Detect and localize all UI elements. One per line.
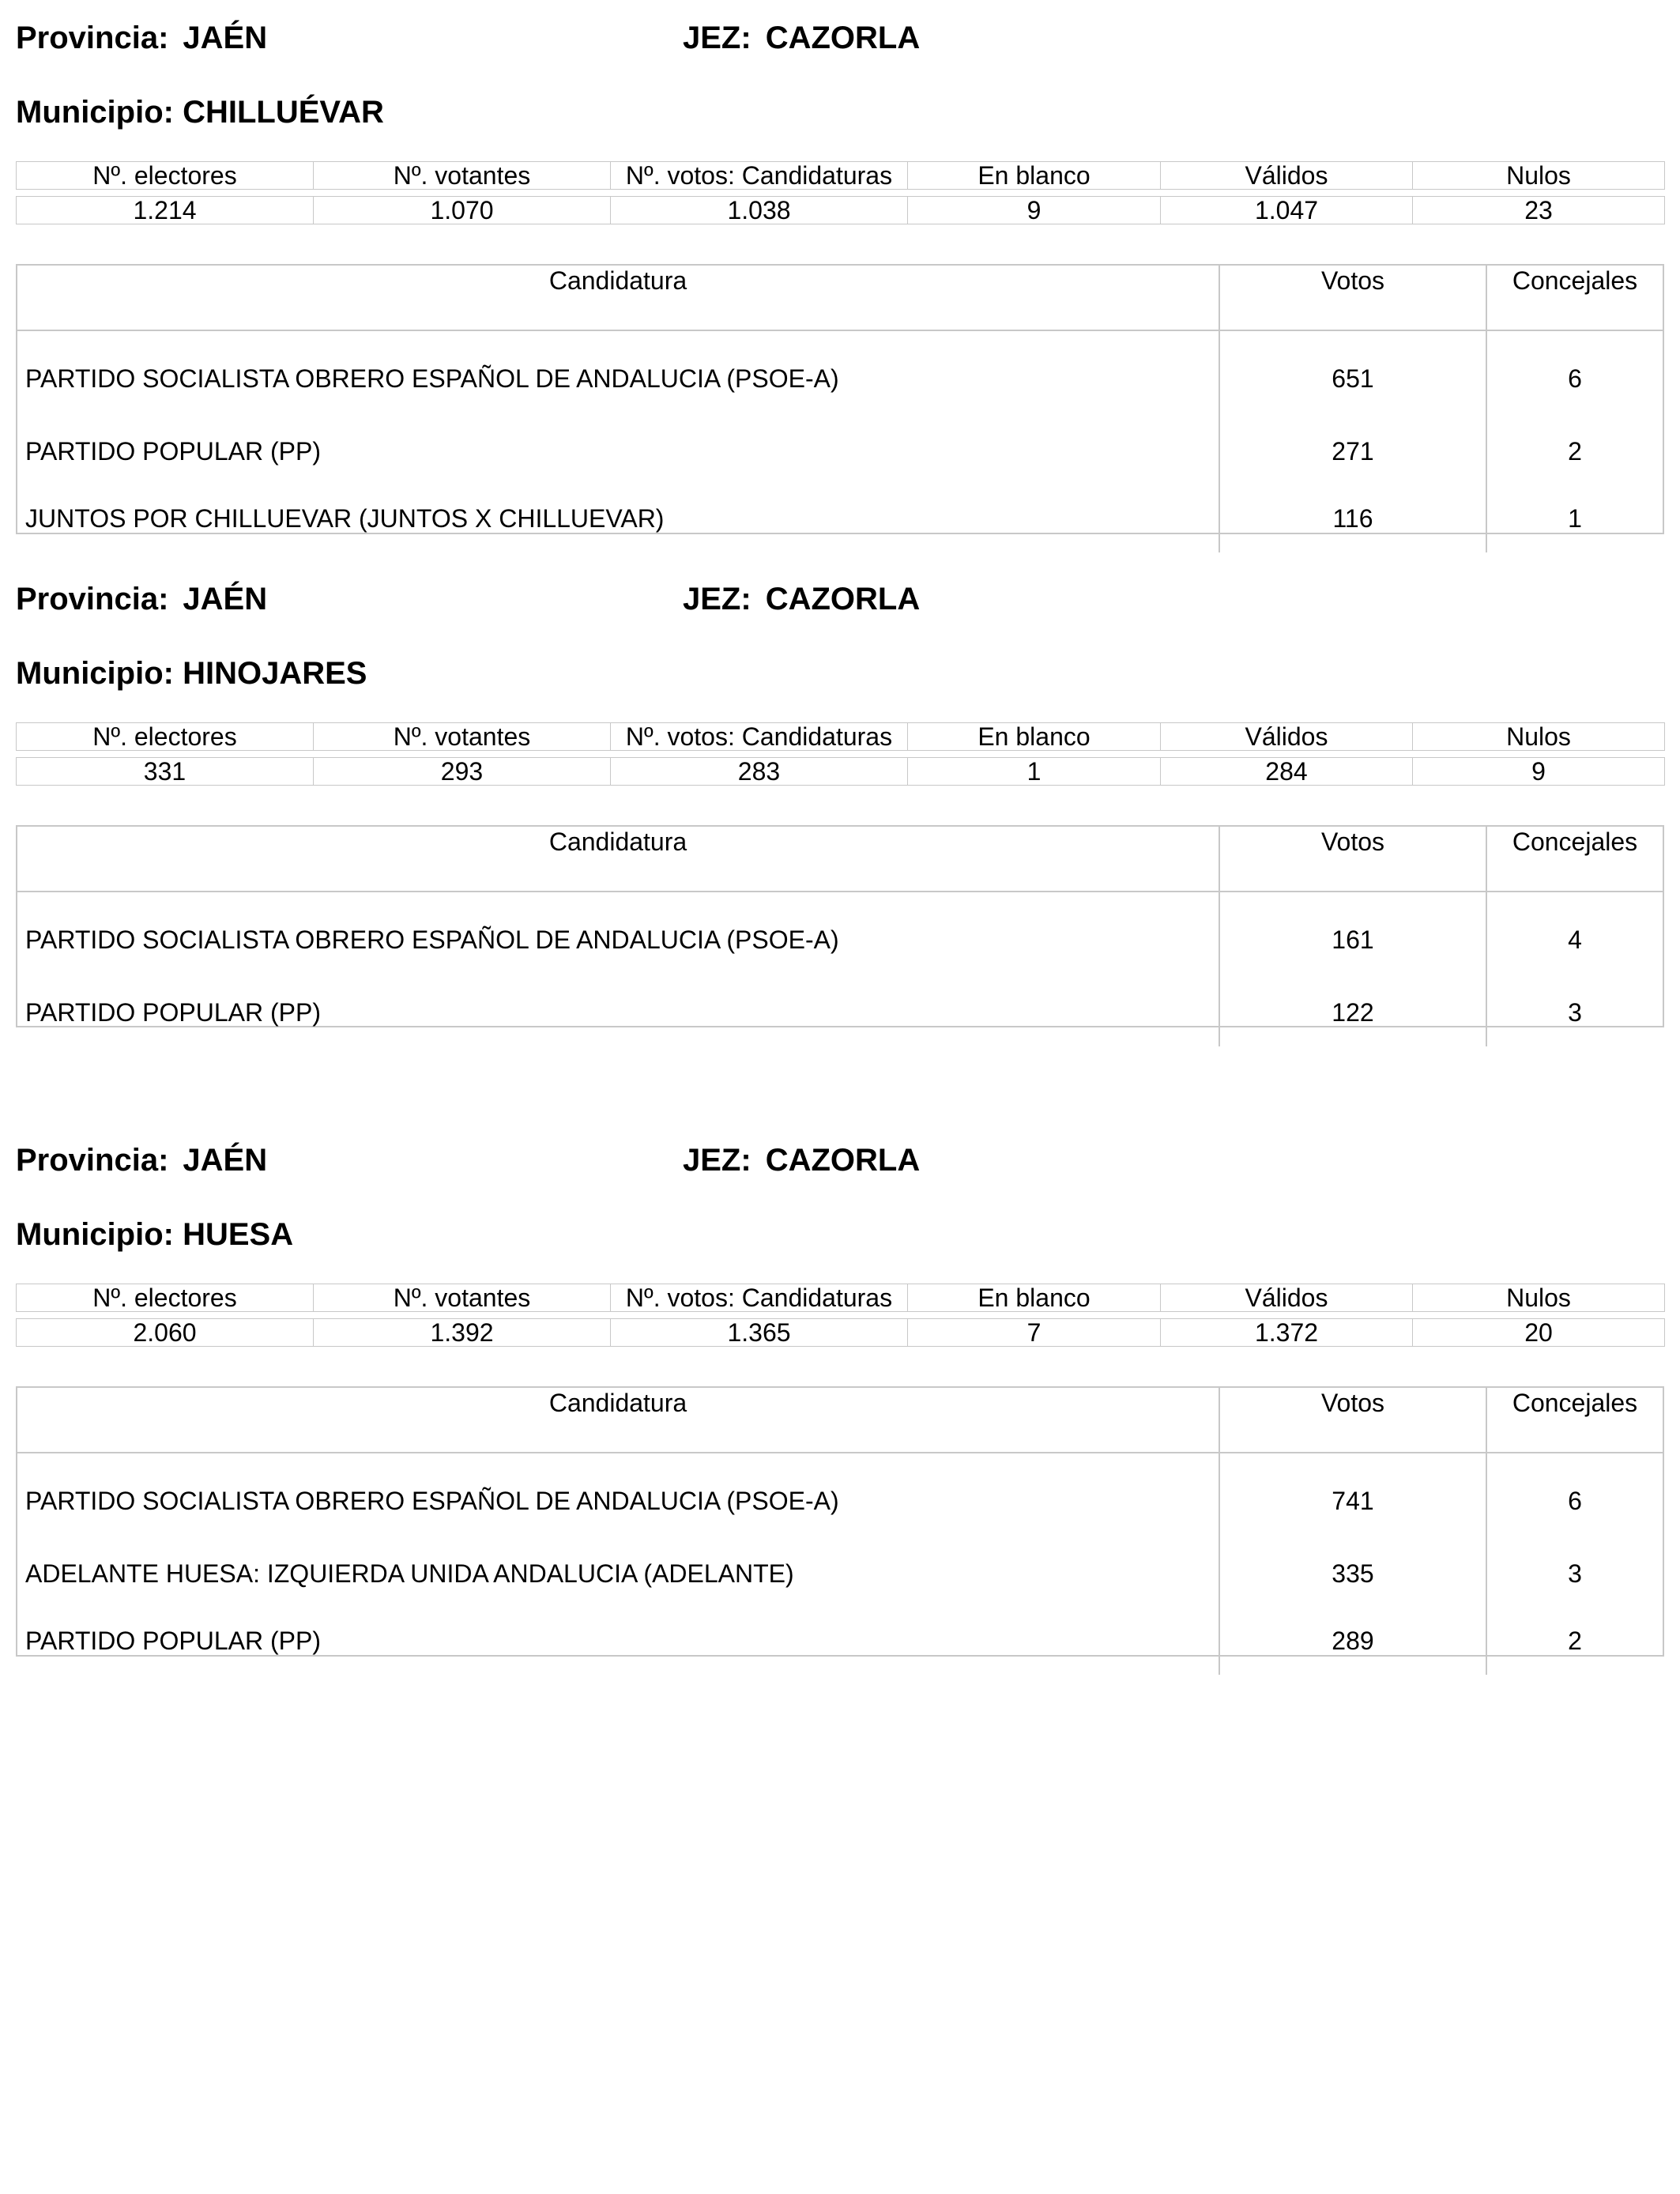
jez-value: CAZORLA [765,21,921,55]
candidates-table [16,264,1664,534]
candidate-concejales: 6 [1486,1453,1663,1540]
stats-header-en-blanco: En blanco [908,723,1161,751]
stats-value-votantes: 293 [314,758,611,786]
stats-header-electores: Nº. electores [17,723,314,751]
stats-gap [17,751,1665,758]
stats-header-row [17,162,1665,190]
candidate-votos: 335 [1219,1540,1486,1608]
candidate-votos: 271 [1219,418,1486,485]
stats-gap [17,1312,1665,1319]
candidate-concejales: 3 [1486,1540,1663,1608]
stats-header-validos: Válidos [1161,723,1413,751]
stats-value-row [17,758,1665,786]
stats-value-validos: 1.047 [1161,197,1413,224]
municipio-heading [16,658,367,689]
stats-value-votos-candidaturas: 1.365 [611,1319,908,1347]
candidate-concejales: 6 [1486,330,1663,418]
header-votos: Votos [1219,827,1486,892]
header-concejales: Concejales [1486,266,1663,330]
stats-header-votantes: Nº. votantes [314,1284,611,1312]
candidate-votos: 161 [1219,892,1486,979]
stats-gap [17,190,1665,197]
candidates-header-row [17,1388,1663,1453]
stats-value-row [17,197,1665,224]
table-row [17,1453,1663,1540]
stats-header-row [17,1284,1665,1312]
stats-gap-cell [17,751,1665,758]
summary-stats-table [16,1284,1665,1347]
jez-label: JEZ: [683,1143,751,1178]
municipio-value: HUESA [183,1217,294,1252]
candidate-name: JUNTOS POR CHILLUEVAR (JUNTOS X CHILLUEVAR) [25,504,665,533]
municipio-section-huesa [16,1122,1664,1676]
stats-value-electores: 331 [17,758,314,786]
stats-value-votantes: 1.392 [314,1319,611,1347]
header-concejales: Concejales [1486,827,1663,892]
stats-value-nulos: 23 [1413,197,1665,224]
table-row [17,979,1663,1046]
candidate-votos: 741 [1219,1453,1486,1540]
table-row [17,1540,1663,1608]
table-row [17,418,1663,485]
stats-header-votantes: Nº. votantes [314,723,611,751]
municipio-label: Municipio: [16,656,174,691]
provincia-heading [16,1144,267,1176]
provincia-label: Provincia: [16,21,169,55]
stats-value-validos: 1.372 [1161,1319,1413,1347]
municipio-value: CHILLUÉVAR [183,95,384,130]
provincia-heading [16,583,267,615]
candidate-concejales: 2 [1486,1608,1663,1675]
provincia-heading [16,22,267,54]
stats-value-electores: 2.060 [17,1319,314,1347]
candidate-concejales: 4 [1486,892,1663,979]
stats-header-votos-candidaturas: Nº. votos: Candidaturas [611,162,908,190]
header-concejales: Concejales [1486,1388,1663,1453]
municipio-label: Municipio: [16,95,174,130]
candidates-table [16,1386,1664,1657]
header-candidatura: Candidatura [17,266,1219,330]
candidate-concejales: 1 [1486,485,1663,552]
candidate-concejales: 3 [1486,979,1663,1046]
candidate-votos: 289 [1219,1608,1486,1675]
candidate-name: PARTIDO SOCIALISTA OBRERO ESPAÑOL DE ANDALUCIA (PSOE-A) [25,1486,839,1515]
summary-stats-table [16,161,1665,224]
stats-header-votos-candidaturas: Nº. votos: Candidaturas [611,1284,908,1312]
stats-value-nulos: 20 [1413,1319,1665,1347]
candidate-name: PARTIDO POPULAR (PP) [25,1627,321,1655]
candidate-name: PARTIDO SOCIALISTA OBRERO ESPAÑOL DE ANDALUCIA (PSOE-A) [25,925,839,954]
jez-value: CAZORLA [765,582,921,616]
provincia-value: JAÉN [183,21,268,55]
jez-label: JEZ: [683,582,751,616]
provincia-label: Provincia: [16,1143,169,1178]
stats-header-en-blanco: En blanco [908,1284,1161,1312]
candidate-votos: 122 [1219,979,1486,1046]
stats-header-validos: Válidos [1161,1284,1413,1312]
municipio-section-hinojares [16,561,1664,1051]
stats-header-votantes: Nº. votantes [314,162,611,190]
header-votos: Votos [1219,1388,1486,1453]
jez-heading [683,22,920,54]
candidate-name: PARTIDO SOCIALISTA OBRERO ESPAÑOL DE ANDALUCIA (PSOE-A) [25,364,839,393]
jez-heading [683,583,920,615]
stats-value-nulos: 9 [1413,758,1665,786]
stats-value-en-blanco: 1 [908,758,1161,786]
stats-value-en-blanco: 7 [908,1319,1161,1347]
stats-value-votantes: 1.070 [314,197,611,224]
table-row [17,330,1663,418]
stats-header-votos-candidaturas: Nº. votos: Candidaturas [611,723,908,751]
stats-value-votos-candidaturas: 1.038 [611,197,908,224]
provincia-value: JAÉN [183,1143,268,1178]
stats-header-nulos: Nulos [1413,1284,1665,1312]
header-candidatura: Candidatura [17,1388,1219,1453]
jez-label: JEZ: [683,21,751,55]
stats-gap-cell [17,1312,1665,1319]
stats-header-nulos: Nulos [1413,162,1665,190]
municipio-section-chilluevar [16,0,1664,553]
provincia-label: Provincia: [16,582,169,616]
summary-stats-table [16,722,1665,786]
candidate-name: PARTIDO POPULAR (PP) [25,437,321,466]
stats-header-row [17,723,1665,751]
municipio-label: Municipio: [16,1217,174,1252]
candidates-table [16,825,1664,1027]
candidate-concejales: 2 [1486,418,1663,485]
stats-value-row [17,1319,1665,1347]
candidate-name: PARTIDO POPULAR (PP) [25,998,321,1027]
stats-header-nulos: Nulos [1413,723,1665,751]
candidates-header-row [17,266,1663,330]
stats-header-validos: Válidos [1161,162,1413,190]
table-row [17,1608,1663,1675]
header-candidatura: Candidatura [17,827,1219,892]
provincia-value: JAÉN [183,582,268,616]
table-row [17,485,1663,552]
stats-gap-cell [17,190,1665,197]
stats-header-electores: Nº. electores [17,1284,314,1312]
municipio-heading [16,96,384,128]
stats-header-en-blanco: En blanco [908,162,1161,190]
stats-value-votos-candidaturas: 283 [611,758,908,786]
candidate-votos: 116 [1219,485,1486,552]
table-row [17,892,1663,979]
candidates-header-row [17,827,1663,892]
stats-value-en-blanco: 9 [908,197,1161,224]
jez-value: CAZORLA [765,1143,921,1178]
header-votos: Votos [1219,266,1486,330]
municipio-value: HINOJARES [183,656,367,691]
stats-value-validos: 284 [1161,758,1413,786]
jez-heading [683,1144,920,1176]
candidate-votos: 651 [1219,330,1486,418]
municipio-heading [16,1219,293,1250]
stats-header-electores: Nº. electores [17,162,314,190]
candidate-name: ADELANTE HUESA: IZQUIERDA UNIDA ANDALUCIA (ADELANTE) [25,1559,794,1588]
stats-value-electores: 1.214 [17,197,314,224]
